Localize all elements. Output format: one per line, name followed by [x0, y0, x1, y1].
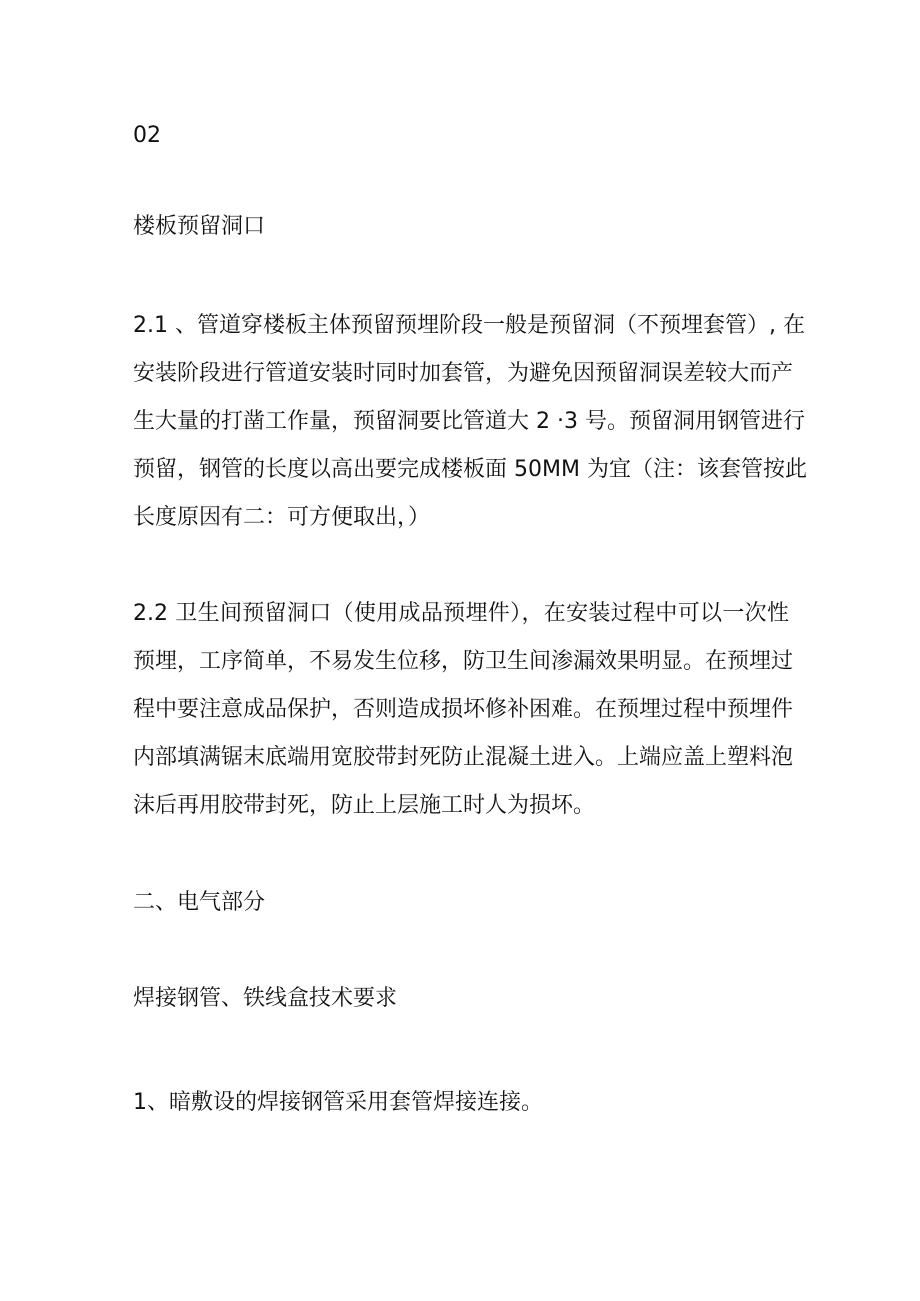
- paragraph-line: 2.2 卫生间预留洞口（使用成品预埋件），在安装过程中可以一次性: [133, 601, 789, 626]
- subsection-title: 焊接钢管、铁线盒技术要求: [133, 986, 398, 1011]
- paragraph-line: 程中要注意成品保护，否则造成损坏修补困难。在预埋过程中预埋件: [133, 697, 794, 722]
- paragraph-2-2: [133, 590, 794, 830]
- paragraph-line: 安装阶段进行管道安装时同时加套管，为避免因预留洞误差较大而产: [133, 361, 794, 386]
- list-item-1: 1、暗敷设的焊接钢管采用套管焊接连接。: [133, 1090, 543, 1115]
- paragraph-2-1: [133, 302, 807, 542]
- paragraph-line: 2.1 、管道穿楼板主体预留预埋阶段一般是预留洞（不预埋套管）, 在: [133, 313, 805, 338]
- paragraph-line: 预埋，工序简单，不易发生位移，防卫生间渗漏效果明显。在预埋过: [133, 649, 794, 674]
- heading-number: 02: [133, 123, 161, 148]
- section-two-title: 二、电气部分: [133, 890, 266, 915]
- paragraph-line: 预留，钢管的长度以高出要完成楼板面 50MM 为宜（注：该套管按此: [133, 457, 807, 482]
- paragraph-line: 沫后再用胶带封死，防止上层施工时人为损坏。: [133, 793, 596, 818]
- paragraph-line: 生大量的打凿工作量，预留洞要比管道大 2 ‧3 号。预留洞用钢管进行: [133, 409, 805, 434]
- paragraph-line: 长度原因有二：可方便取出，）: [133, 505, 431, 530]
- section-title: 楼板预留洞口: [133, 214, 266, 239]
- paragraph-line: 内部填满锯末底端用宽胶带封死防止混凝土进入。上端应盖上塑料泡: [133, 745, 794, 770]
